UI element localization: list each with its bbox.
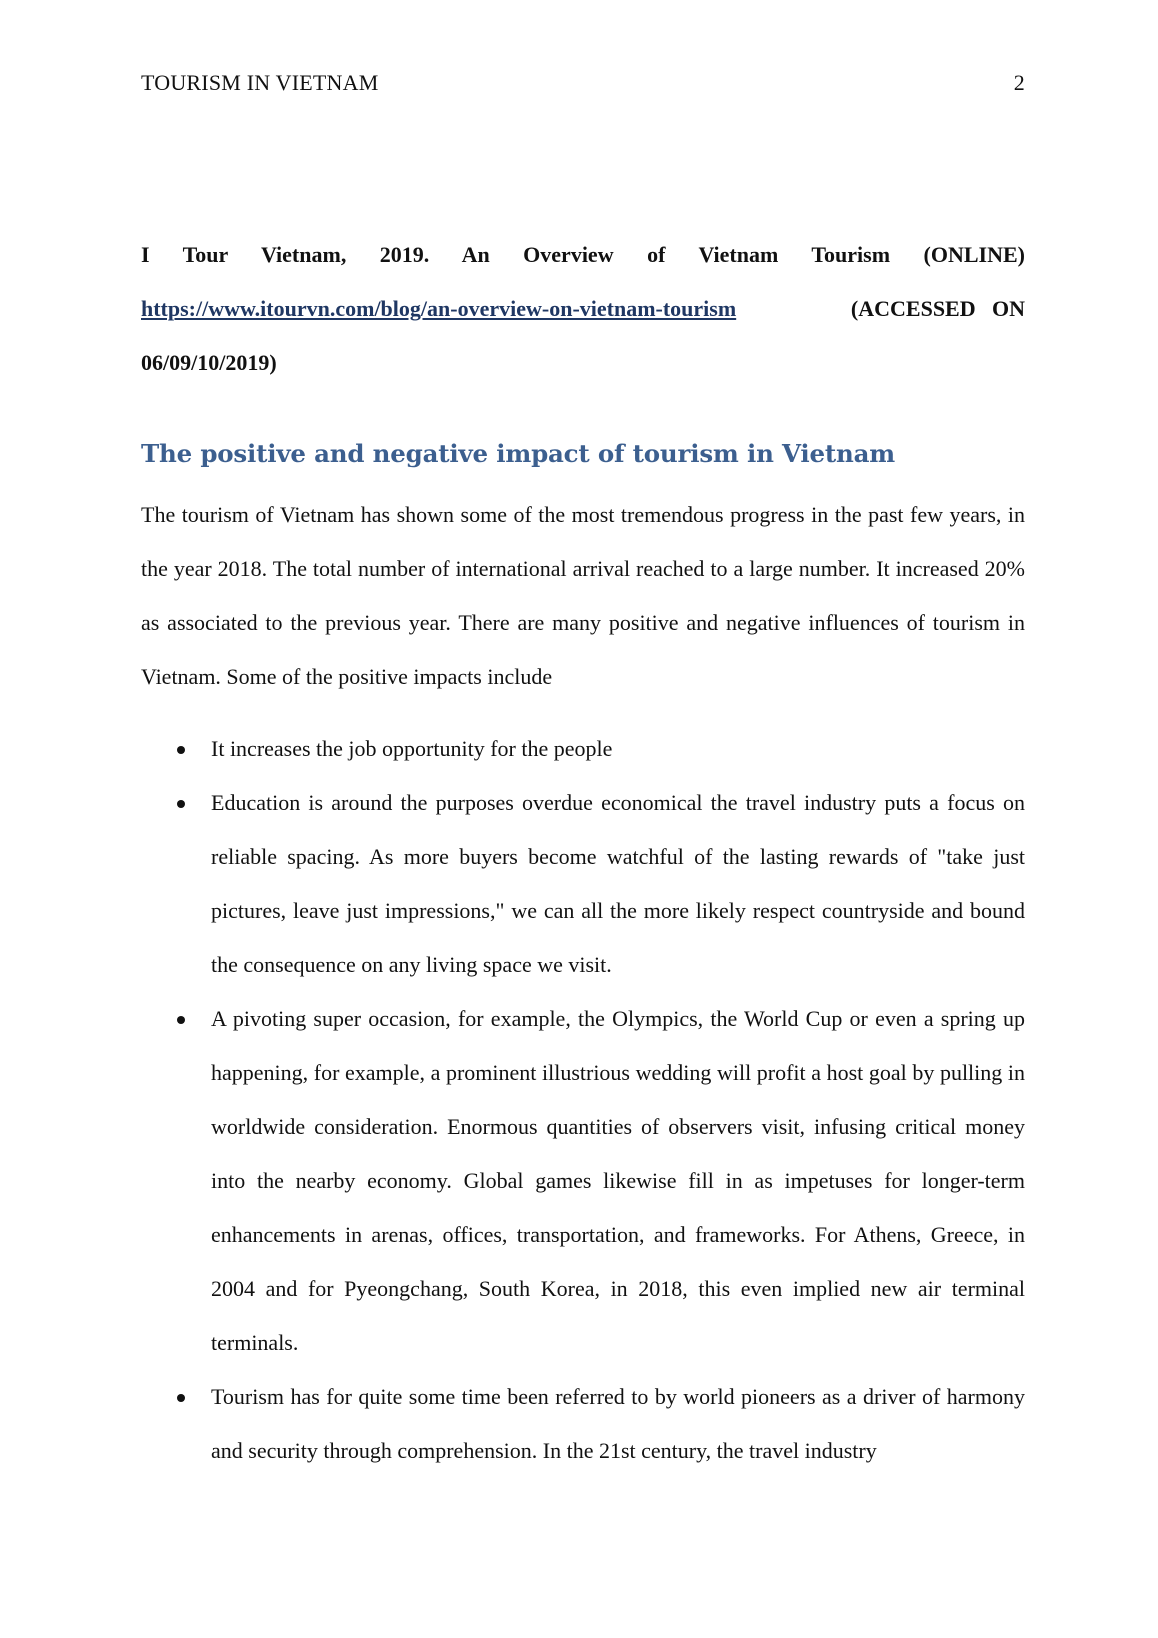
bullet-icon [177, 746, 185, 754]
list-item [141, 992, 1025, 1370]
reference-citation: I Tour Vietnam, 2019. An Overview of Vietnam Tourism (ONLINE) [141, 242, 1025, 267]
reference-accessed-date: 06/09/10/2019) [141, 350, 277, 375]
list-item-text: Tourism has for quite some time been referred to by world pioneers as a driver of harmony and security through comprehension. In the 21st century, the travel industry [211, 1384, 1025, 1463]
list-item [141, 722, 1025, 776]
section-heading: The positive and negative impact of tourism in Vietnam [141, 439, 896, 468]
intro-paragraph: The tourism of Vietnam has shown some of the most tremendous progress in the past few years, in the year 2018. The total number of international arrival reached to a large number. It increased 20% as associated to the previous year. There are many positive and negative influences of tourism in Vietnam. Some of the positive impacts include [141, 502, 1025, 689]
impact-bullet-list [141, 722, 1025, 1478]
bullet-icon [177, 1394, 185, 1402]
bullet-icon [177, 1016, 185, 1024]
running-head-title: TOURISM IN VIETNAM [141, 70, 379, 95]
list-item [141, 1370, 1025, 1478]
list-item-text: A pivoting super occasion, for example, the Olympics, the World Cup or even a spring up happening, for example, a prominent illustrious wedding will profit a host goal by pulling in worldwide consideration. Enormous quantities of observers visit, infusing critical money into the nearby economy. Global games likewise fill in as impetuses for longer-term enhancements in arenas, offices, transportation, and frameworks. For Athens, Greece, in 2004 and for Pyeongchang, South Korea, in 2018, this even implied new air terminal terminals. [211, 1006, 1025, 1355]
page-number: 2 [1013, 70, 1025, 95]
bullet-icon [177, 800, 185, 808]
page-header [141, 70, 1025, 98]
reference-url-line [141, 282, 1025, 336]
reference-url-link[interactable]: https://www.itourvn.com/blog/an-overview-on-vietnam-tourism [141, 296, 737, 321]
page-content [141, 228, 1025, 1478]
reference-entry [141, 228, 1025, 390]
list-item-text: It increases the job opportunity for the people [211, 736, 613, 761]
list-item-text: Education is around the purposes overdue economical the travel industry puts a focus on reliable spacing. As more buyers become watchful of the lasting rewards of "take just pictures, leave just impressions," we can all the more likely respect countryside and bound the consequence on any living space we visit. [211, 790, 1025, 977]
reference-accessed-label: (ACCESSED ON [850, 296, 1026, 321]
list-item [141, 776, 1025, 992]
